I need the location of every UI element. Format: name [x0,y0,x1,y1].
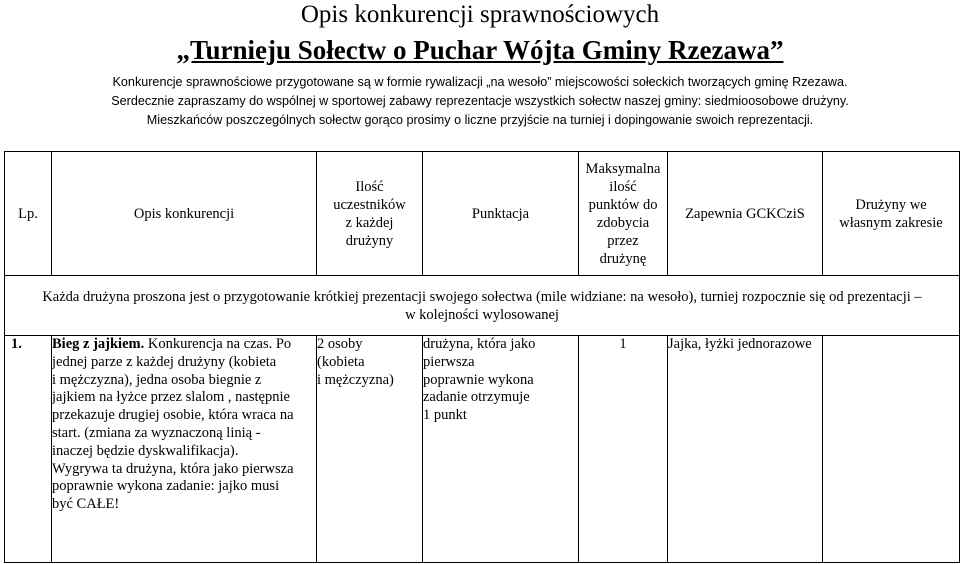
participants-line: (kobieta [317,353,365,370]
desc-line: Wygrywa ta drużyna, która jako pierwsza [52,460,294,477]
row-max-points: 1 [579,336,668,563]
scoring-line: 1 punkt [423,407,467,424]
table-row [5,336,960,563]
header-line: zdobycia [596,214,650,231]
header-provided-by: Zapewnia GCKCziS [668,152,823,276]
row-scoring [423,336,579,563]
header-lp: Lp. [5,152,52,276]
row-description [52,336,317,563]
desc-line: przekazuje drugiej osobie, która wraca na [52,407,294,424]
header-line: uczestników [333,196,406,213]
intro-line: Serdecznie zapraszamy do wspólnej w sportowej zabawy reprezentacje wszystkich sołectw naszej gminy: siedmioosobowe drużyny. [111,94,849,108]
header-line: ilość [609,178,637,195]
note-line: w kolejności wylosowanej [405,306,559,323]
header-max-points [579,152,668,276]
table-header-row [5,152,960,276]
desc-line: inaczej będzie dyskwalifikacja). [52,442,239,459]
header-line: drużyny [345,232,394,249]
scoring-line: poprawnie wykona [423,371,534,388]
header-scoring: Punktacja [423,152,579,276]
header-line: drużynę [599,250,647,267]
row-provided-by: Jajka, łyżki jednorazowe [668,336,823,563]
participants-line: 2 osoby [317,336,363,352]
row-participants [317,336,423,563]
note-row [5,276,960,336]
competition-name: Bieg z jajkiem. [52,336,145,352]
event-title: „Turnieju Sołectw o Puchar Wójta Gminy Rzezawa” [176,35,784,65]
header-description: Opis konkurencji [52,152,317,276]
desc-line: i mężczyzna), jedna osoba biegnie z [52,371,262,388]
desc-line: Konkurencja na czas. Po [144,336,292,352]
row-teams-own [823,336,960,563]
header-line: punktów do [588,196,658,213]
scoring-line: drużyna, która jako [423,336,536,352]
desc-line: start. (zmiana za wyznaczoną linią - [52,424,261,441]
header-teams-own [823,152,960,276]
note-line: Każda drużyna proszona jest o przygotowanie krótkiej prezentacji swojego sołectwa (mile widziane: na wesoło), turniej rozpocznie się od prezentacji – [42,288,922,305]
desc-line: być CAŁE! [52,496,120,513]
desc-line: poprawnie wykona zadanie: jajko musi [52,478,280,495]
header-participants [317,152,423,276]
page-title: Opis konkurencji sprawnościowych [300,1,660,28]
competition-table [4,151,960,563]
header-line: własnym zakresie [839,214,943,231]
row-lp: 1. [5,336,52,563]
presentation-note [5,276,960,336]
intro-line: Mieszkańców poszczególnych sołectw gorąco prosimy o liczne przyjście na turniej i dopingowanie swoich reprezentacji. [146,113,814,127]
header-line: przez [607,232,639,249]
header-line: Ilość [355,178,384,195]
intro-line: Konkurencje sprawnościowe przygotowane są w formie rywalizacji „na wesoło” miejscowości sołeckich tworzących gminę Rzezawa. [112,75,848,89]
scoring-line: zadanie otrzymuje [423,389,530,406]
scoring-line: pierwsza [423,353,475,370]
header-line: Maksymalna [585,160,661,177]
intro-text [0,73,960,130]
desc-line: jajkiem na łyżce przez slalom , następnie [52,389,290,406]
header-line: z każdej [345,214,394,231]
participants-line: i mężczyzna) [317,371,394,388]
header-line: Drużyny we [855,196,927,213]
desc-line: jednej parze z każdej drużyny (kobieta [52,353,277,370]
